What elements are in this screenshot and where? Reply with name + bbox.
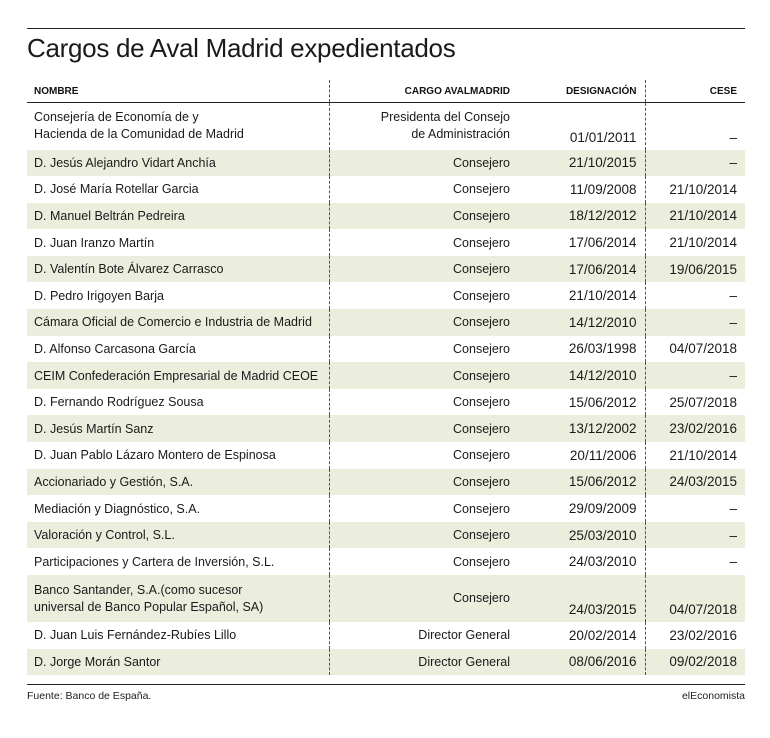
cell-nombre: Banco Santander, S.A.(como sucesor universal de Banco Popular Español, SA)	[27, 575, 329, 622]
cell-designacion: 08/06/2016	[518, 649, 645, 676]
cell-nombre: D. José María Rotellar Garcia	[27, 176, 329, 203]
cell-cese: –	[645, 362, 745, 389]
cell-cese: 23/02/2016	[669, 627, 737, 643]
source-note: Fuente: Banco de España.	[27, 690, 152, 702]
cell-cese: –	[645, 150, 745, 177]
cell-designacion: 21/10/2015	[518, 150, 645, 177]
cell-cese: 04/07/2018	[669, 341, 737, 357]
table-row	[27, 649, 745, 676]
cell-cese: –	[645, 309, 745, 336]
table-row	[27, 622, 745, 649]
top-rule	[27, 28, 745, 29]
header-cargo: CARGO AVALMADRID	[329, 80, 518, 103]
cell-designacion: 20/02/2014	[518, 622, 645, 649]
cell-cese: 24/03/2015	[645, 469, 745, 496]
cell-nombre: CEIM Confederación Empresarial de Madrid CEOE	[27, 362, 329, 389]
table-row	[27, 495, 745, 522]
cell-designacion: 25/03/2010	[518, 522, 645, 549]
cell-designacion: 15/06/2012	[518, 469, 645, 496]
cell-nombre: D. Fernando Rodríguez Sousa	[27, 389, 329, 416]
cell-cargo: Director General	[418, 628, 510, 643]
table-row	[27, 150, 745, 177]
cell-cese: 21/10/2014	[669, 181, 737, 197]
cell-cese: 23/02/2016	[645, 415, 745, 442]
cell-designacion: 14/12/2010	[518, 362, 645, 389]
cell-nombre: Mediación y Diagnóstico, S.A.	[27, 495, 329, 522]
table-row	[27, 522, 745, 549]
cell-cese: 25/07/2018	[669, 394, 737, 410]
cell-cese: 21/10/2014	[645, 203, 745, 230]
cell-cese: 04/07/2018	[645, 575, 745, 622]
cell-designacion: 20/11/2006	[518, 442, 645, 469]
cell-cese: 09/02/2018	[645, 649, 745, 676]
cell-cargo: Consejero	[329, 575, 518, 622]
table-header-row	[27, 80, 745, 103]
cell-nombre: D. Manuel Beltrán Pedreira	[27, 203, 329, 230]
cell-cargo: Director General	[329, 649, 518, 676]
cell-cese: 19/06/2015	[645, 256, 745, 283]
cell-cese: –	[729, 554, 737, 570]
table-row	[27, 415, 745, 442]
cell-nombre: Cámara Oficial de Comercio e Industria de Madrid	[27, 309, 329, 336]
cell-nombre: Participaciones y Cartera de Inversión, S.L.	[27, 548, 329, 575]
cell-cargo: Consejero	[329, 203, 518, 230]
cell-nombre: D. Valentín Bote Álvarez Carrasco	[27, 256, 329, 283]
cell-designacion: 18/12/2012	[518, 203, 645, 230]
table-row	[27, 203, 745, 230]
bottom-rule	[27, 684, 745, 685]
cell-cese: –	[645, 522, 745, 549]
cell-designacion: 24/03/2015	[518, 575, 645, 622]
cell-cargo: Consejero	[329, 150, 518, 177]
cell-designacion: 17/06/2014	[518, 229, 645, 256]
cell-designacion: 17/06/2014	[518, 256, 645, 283]
cell-nombre: D. Juan Iranzo Martín	[27, 229, 329, 256]
table-row	[27, 442, 745, 469]
cell-nombre: Valoración y Control, S.L.	[27, 522, 329, 549]
cell-designacion: 14/12/2010	[518, 309, 645, 336]
table-row	[27, 575, 745, 622]
header-nombre: NOMBRE	[27, 80, 329, 103]
cell-cargo: Consejero	[329, 469, 518, 496]
cell-cargo: Consejero	[453, 395, 510, 410]
table-row	[27, 176, 745, 203]
cell-designacion: 11/09/2008	[518, 176, 645, 203]
table-row	[27, 336, 745, 363]
header-designacion: DESIGNACIÓN	[518, 80, 645, 103]
cell-cese: –	[729, 501, 737, 517]
cell-cargo: Presidenta del Consejo de Administración	[380, 110, 510, 142]
cell-cargo: Consejero	[329, 522, 518, 549]
cell-cargo: Consejero	[453, 501, 510, 516]
cell-designacion: 21/10/2014	[518, 282, 645, 309]
cell-designacion: 15/06/2012	[518, 389, 645, 416]
cell-designacion: 26/03/1998	[518, 336, 645, 363]
cell-nombre: D. Jesús Martín Sanz	[27, 415, 329, 442]
cell-designacion: 13/12/2002	[518, 415, 645, 442]
publisher-brand: elEconomista	[681, 690, 745, 702]
cell-nombre: D. Jorge Morán Santor	[27, 649, 329, 676]
cell-cargo: Consejero	[329, 256, 518, 283]
cell-cargo: Consejero	[329, 415, 518, 442]
table-row	[27, 389, 745, 416]
header-cese: CESE	[645, 80, 745, 103]
cell-cargo: Consejero	[453, 288, 510, 303]
table-row	[27, 309, 745, 336]
table-row	[27, 469, 745, 496]
table-row	[27, 548, 745, 575]
cell-designacion: 01/01/2011	[518, 103, 645, 150]
cell-nombre: D. Juan Pablo Lázaro Montero de Espinosa	[27, 442, 329, 469]
cell-cese: –	[729, 288, 737, 304]
cell-nombre: D. Alfonso Carcasona García	[27, 336, 329, 363]
cell-cargo: Consejero	[453, 182, 510, 197]
cell-designacion: 29/09/2009	[518, 495, 645, 522]
table-row	[27, 229, 745, 256]
page-title: Cargos de Aval Madrid expedientados	[27, 33, 456, 63]
table-row	[27, 362, 745, 389]
cell-nombre: D. Pedro Irigoyen Barja	[27, 282, 329, 309]
cell-nombre: D. Jesús Alejandro Vidart Anchía	[27, 150, 329, 177]
cell-nombre: Accionariado y Gestión, S.A.	[27, 469, 329, 496]
cell-cargo: Consejero	[329, 362, 518, 389]
table-row	[27, 103, 745, 150]
table-row	[27, 256, 745, 283]
positions-table	[27, 80, 745, 675]
cell-cargo: Consejero	[453, 448, 510, 463]
cell-cese: 21/10/2014	[669, 235, 737, 251]
cell-cese: 21/10/2014	[669, 447, 737, 463]
cell-nombre: D. Juan Luis Fernández-Rubíes Lillo	[27, 622, 329, 649]
cell-designacion: 24/03/2010	[518, 548, 645, 575]
cell-cargo: Consejero	[453, 554, 510, 569]
cell-nombre: Consejería de Economía de y Hacienda de la Comunidad de Madrid	[27, 103, 329, 150]
cell-cargo: Consejero	[329, 309, 518, 336]
table-body	[27, 103, 745, 676]
cell-cese: –	[729, 129, 737, 145]
cell-cargo: Consejero	[453, 341, 510, 356]
table-row	[27, 282, 745, 309]
cell-cargo: Consejero	[453, 235, 510, 250]
